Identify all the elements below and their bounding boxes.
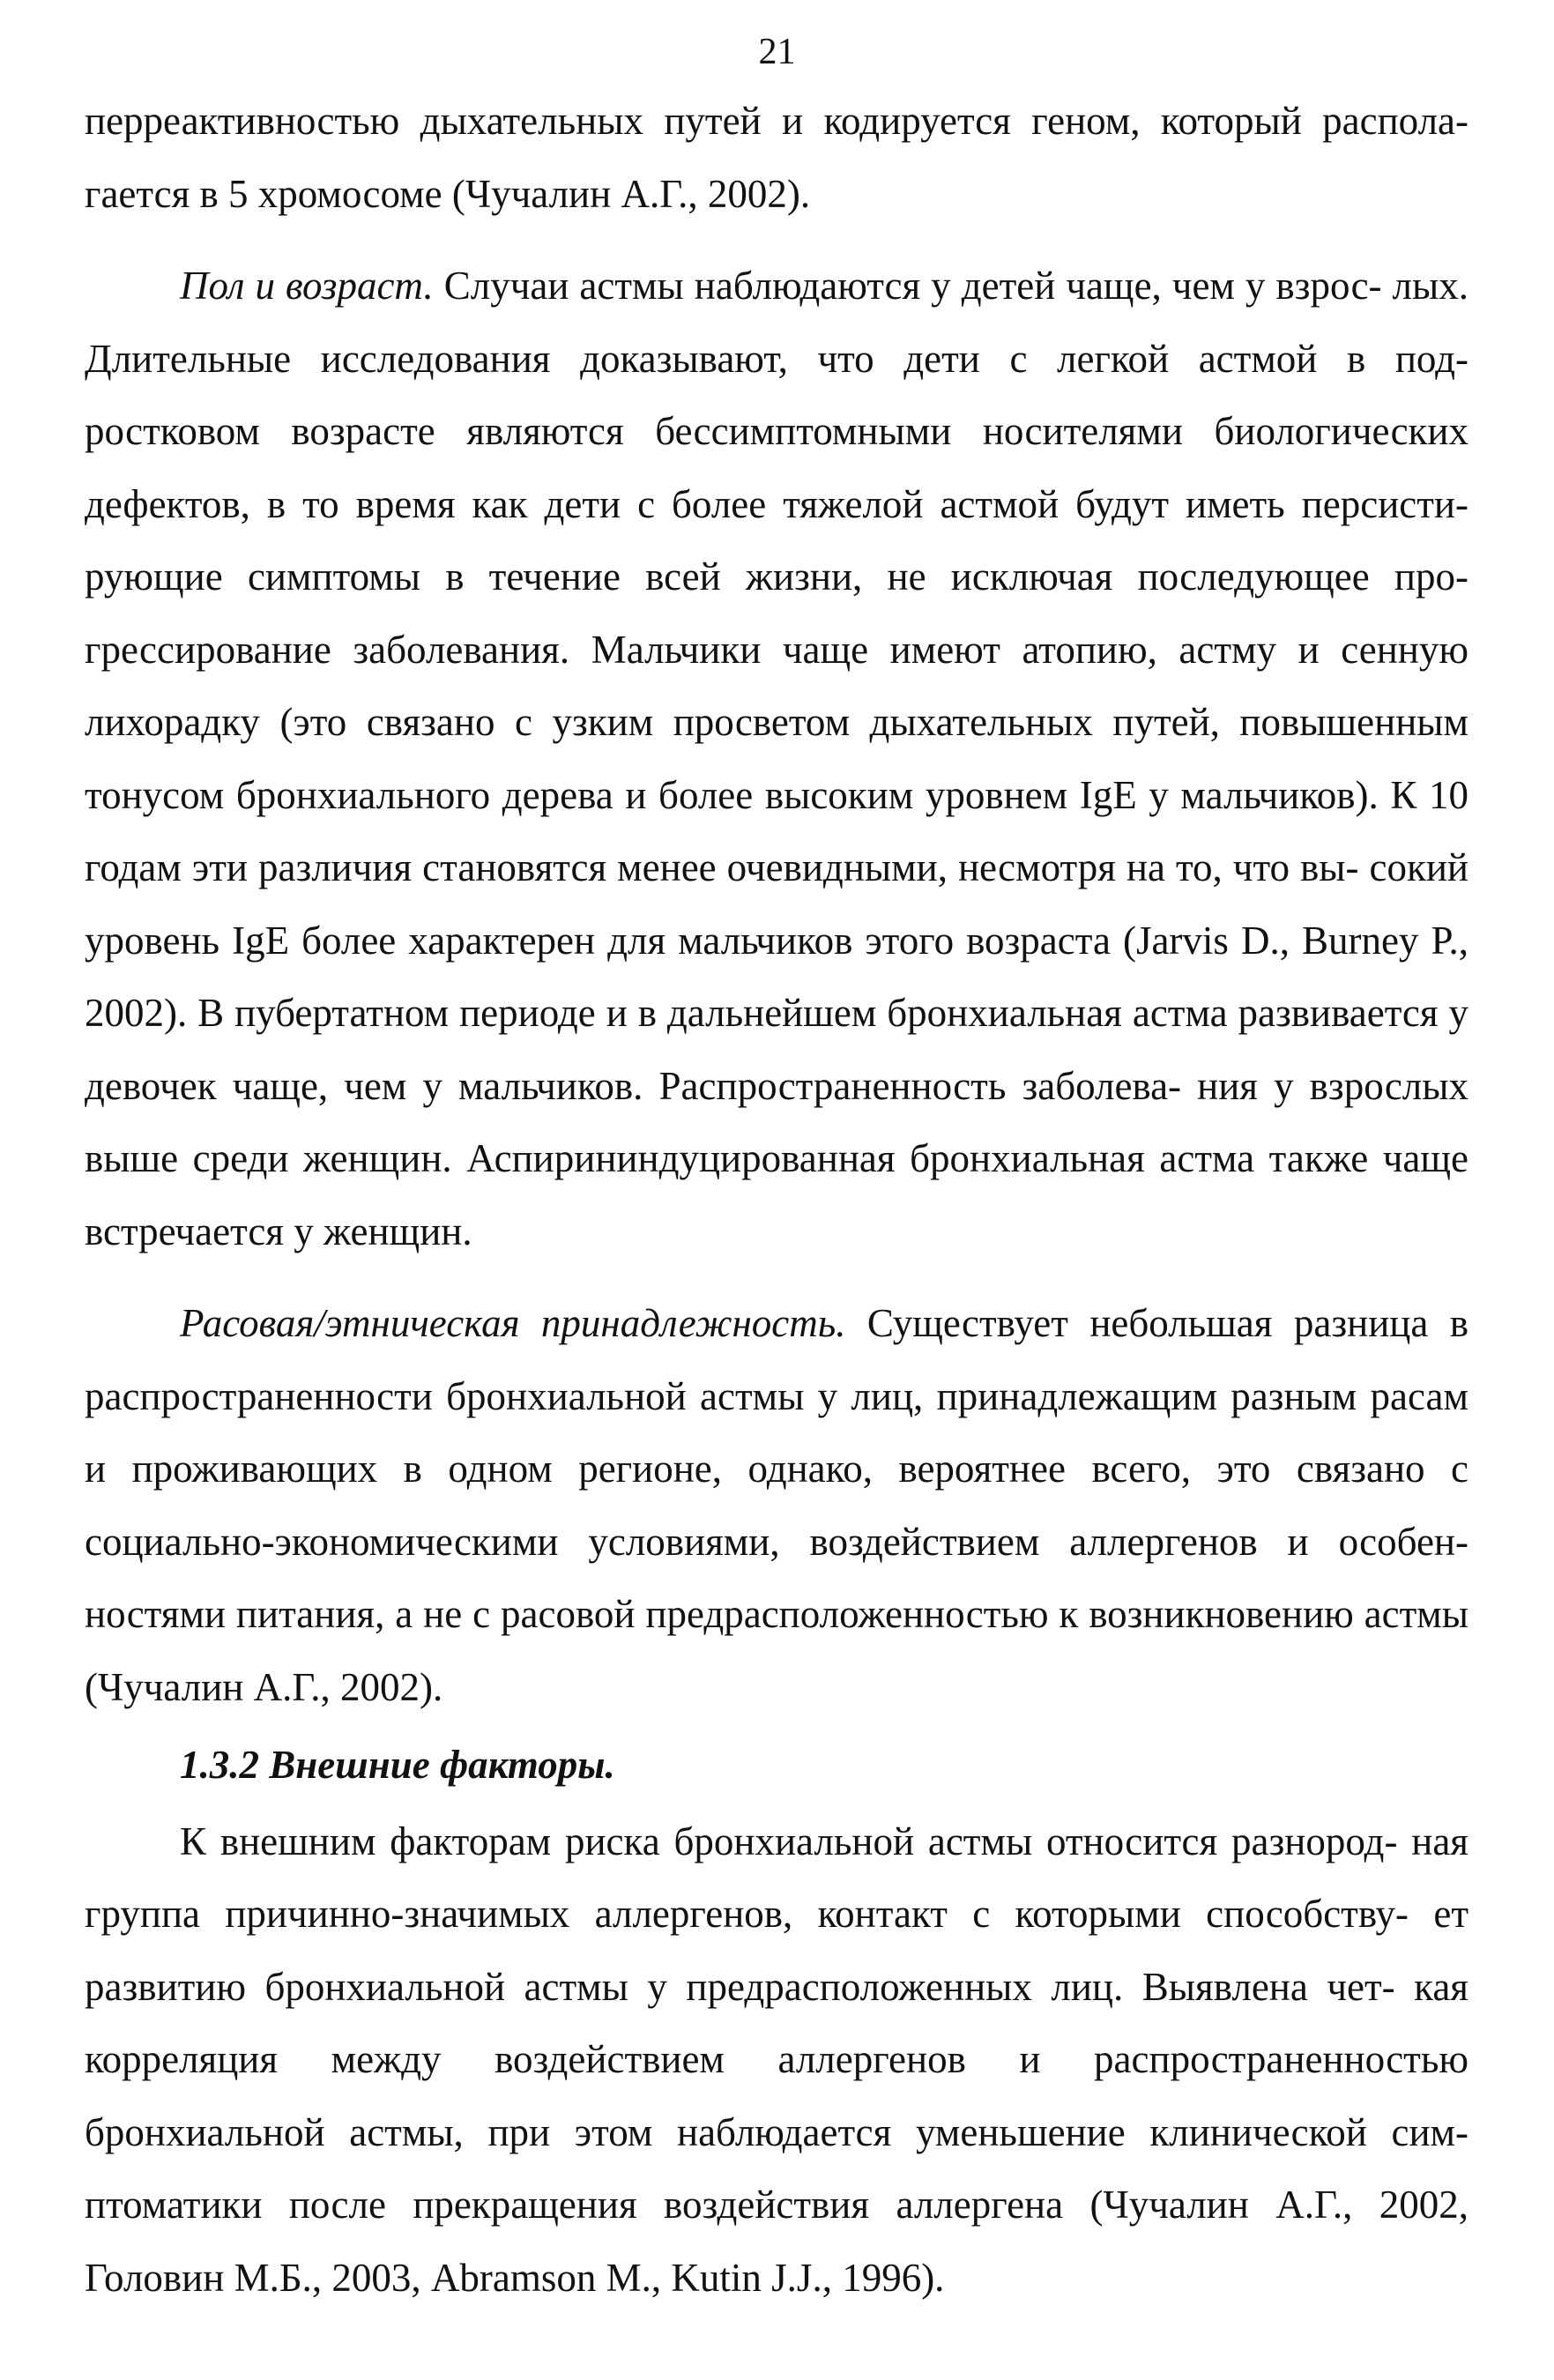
section-heading: 1.3.2 Внешние факторы. [180,1743,615,1787]
page-number: 21 [758,32,796,72]
document-body [85,85,1468,2314]
paragraph-race-ethnicity [85,1287,1468,1723]
paragraph-continuation: перреактивностью дыхательных путей и кодируется геном, который распола- гается в 5 хромосоме (Чучалин А.Г., 2002). [85,99,1468,216]
paragraph-sex-and-age [85,249,1468,1268]
paragraph-external-factors: К внешним факторам риска бронхиальной астмы относится разнород- ная группа причинно-значимых аллергенов, контакт с которыми способству- ет развитию бронхиальной астмы у предрасположенных лиц. Выявлена чет- кая корреляция между воздействием аллергенов и распространенностью бронхиальной астмы, при этом наблюдается уменьшение клинической сим- птоматики после прекращения воздействия аллергена (Чучалин А.Г., 2002, Головин М.Б., 2003, Abramson M., Kutin J.J., 1996). [85,1818,1468,2300]
paragraph-text: Существует небольшая разница в распространенности бронхиальной астмы у лиц, принадлежащим разным расам и проживающих в одном регионе, однако, вероятнее всего, это связано с социально-экономическими условиями, воздействием аллергенов и особен- ностями питания, а не с расовой предрасположенностью к возникновению астмы (Чучалин А.Г., 2002). [85,1301,1469,1709]
paragraph-text: Случаи астмы наблюдаются у детей чаще, чем у взрос- лых. Длительные исследования доказывают, что дети с легкой астмой в под- ростковом возрасте являются бессимптомными носителями биологических дефектов, в то время как дети с более тяжелой астмой будут иметь персисти- рующие симптомы в течение всей жизни, не исключая последующее про- грессирование заболевания. Мальчики чаще имеют атопию, астму и сенную лихорадку (это связано с узким просветом дыхательных путей, повышенным тонусом бронхиального дерева и более высоким уровнем IgE у мальчиков). К 10 годам эти различия становятся менее очевидными, несмотря на то, что вы- сокий уровень IgE более характерен для мальчиков этого возраста (Jarvis D., Burney P., 2002). В пубертатном периоде и в дальнейшем бронхиальная астма развивается у девочек чаще, чем у мальчиков. Распространенность заболева- ния у взрослых выше среди женщин. Аспирининдуцированная бронхиальная астма также чаще встречается у женщин. [85,264,1468,1253]
paragraph-term: Расовая/этническая принадлежность. [180,1301,846,1345]
paragraph-term: Пол и возраст. [180,264,434,308]
